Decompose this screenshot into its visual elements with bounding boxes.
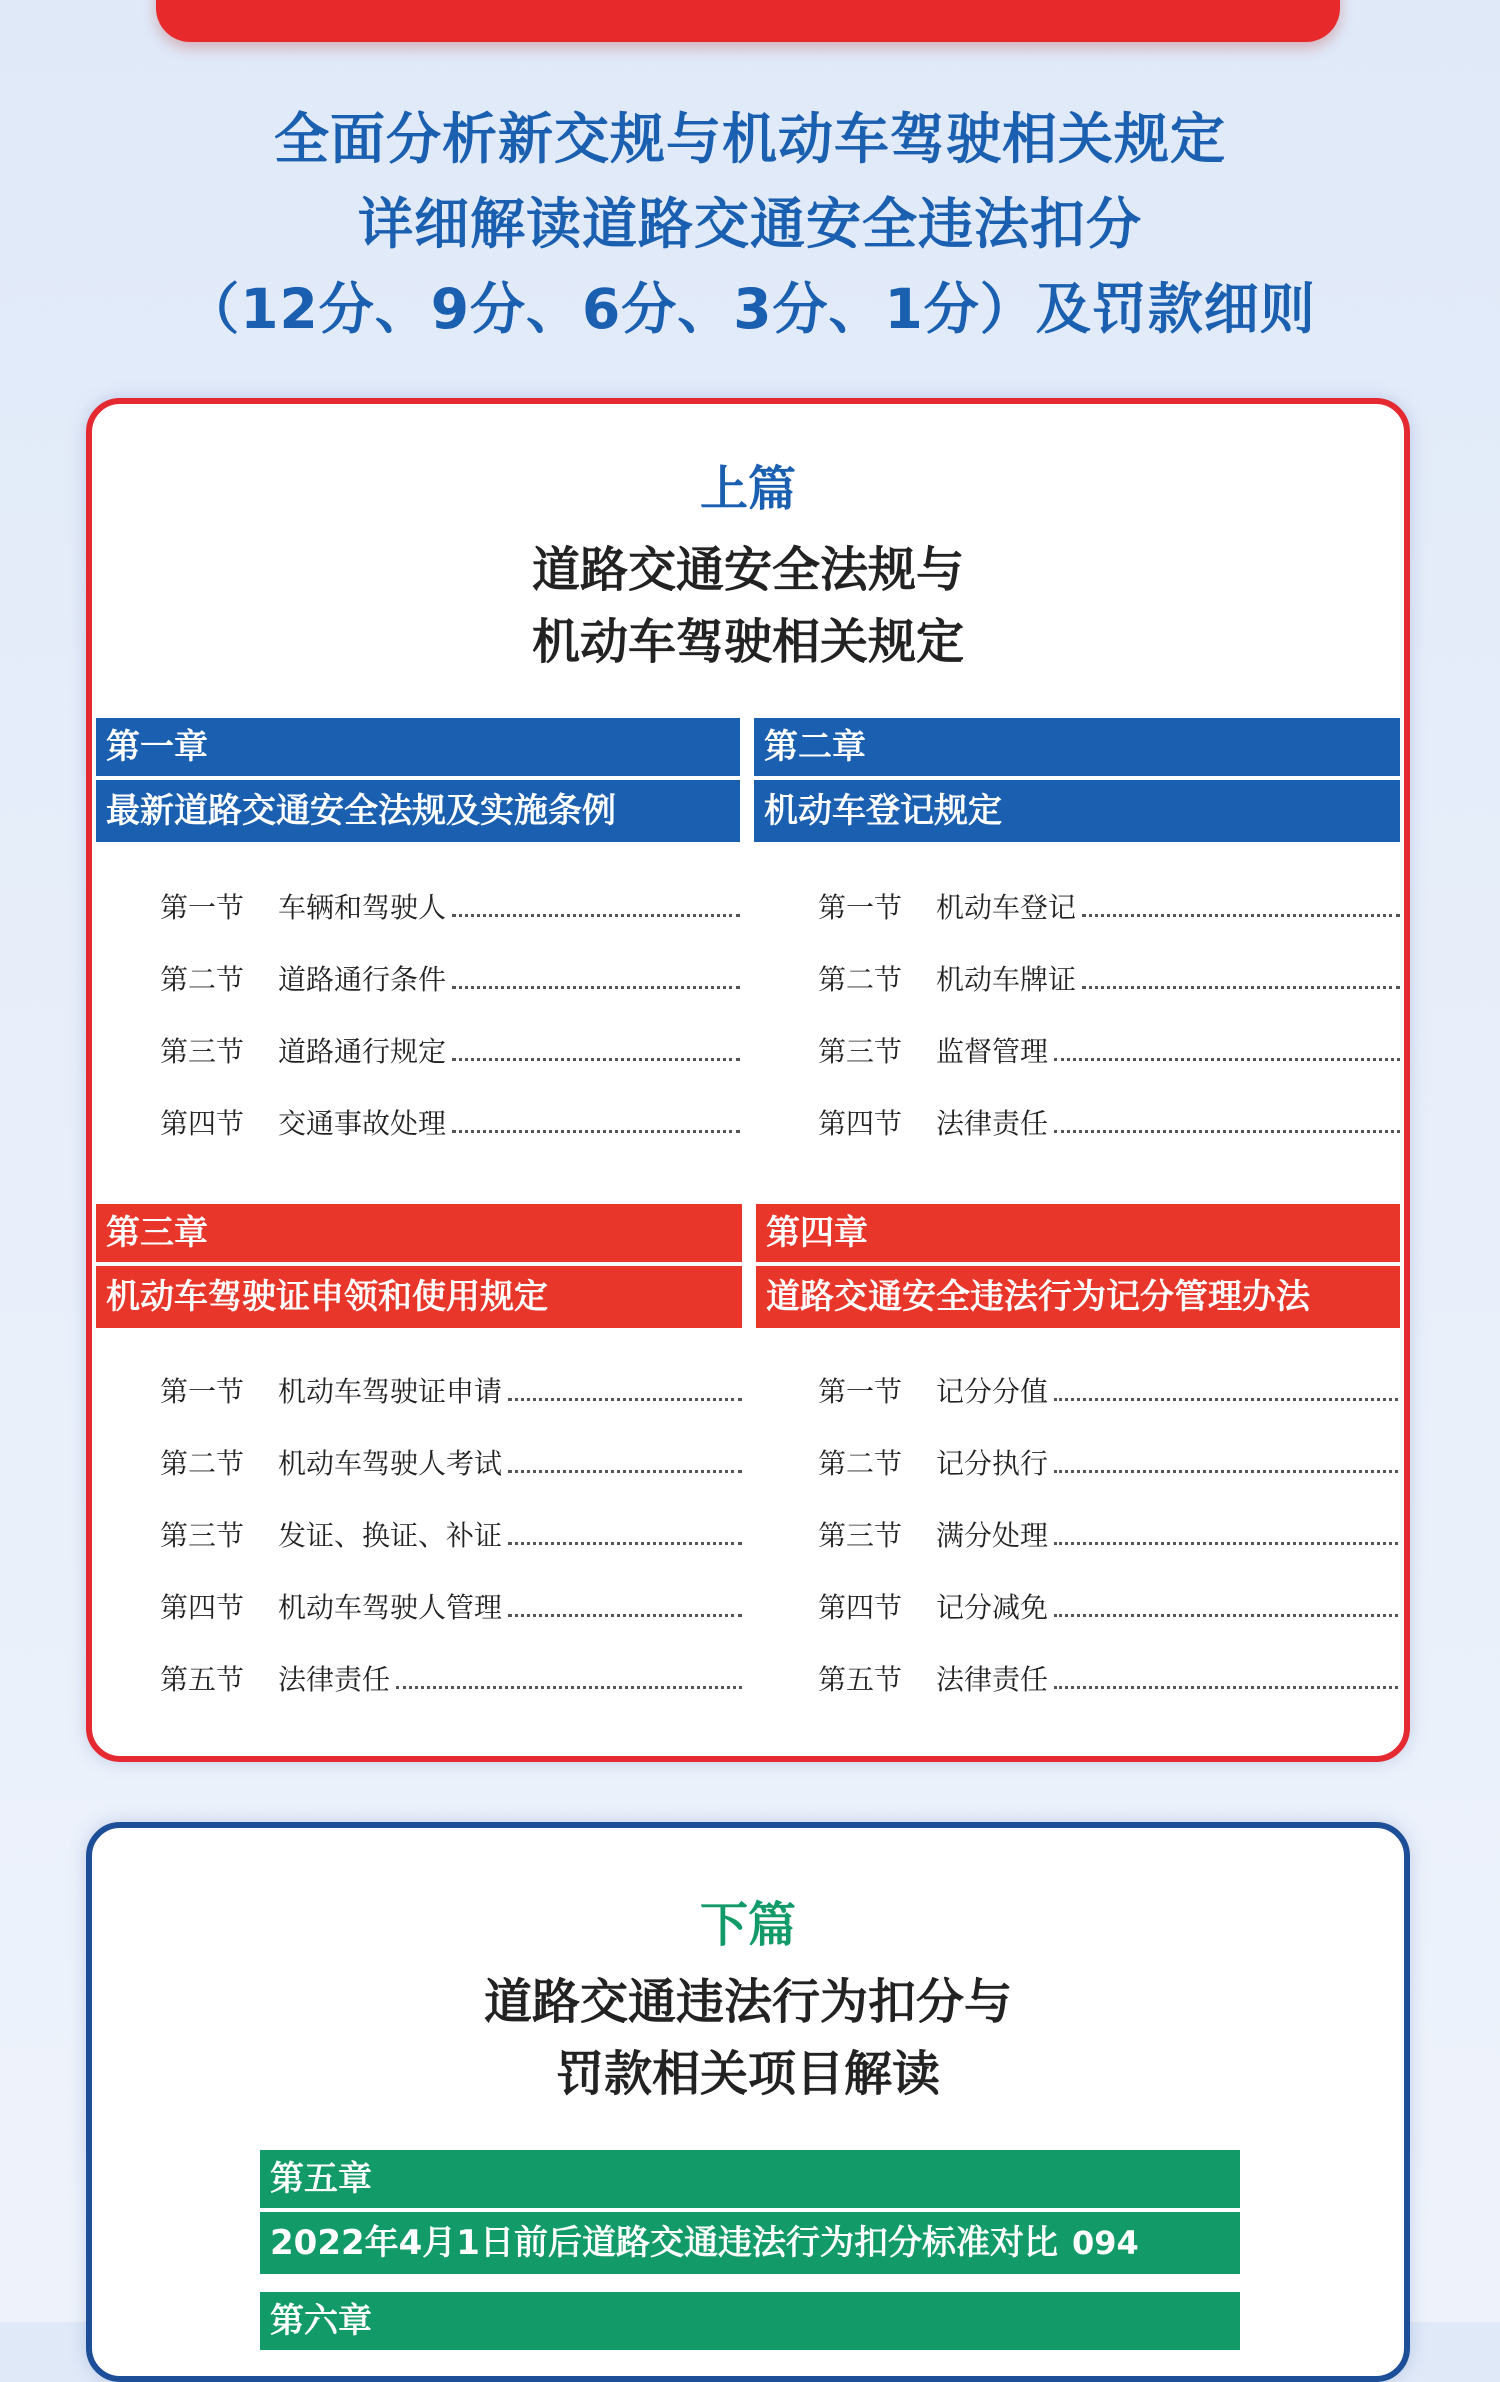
leader-dots [1054,1054,1400,1061]
section-title: 法律责任 [936,1107,1049,1140]
leader-dots [452,1126,740,1133]
toc-entry[interactable] [160,1514,742,1586]
section-number: 第三节 [818,1519,903,1552]
toc-entry[interactable] [160,958,740,1030]
section-number: 第三节 [818,1035,903,1068]
leader-dots [1082,982,1400,989]
leader-dots [1082,910,1400,917]
leader-dots [452,910,740,917]
chapter-1-name: 最新道路交通安全法规及实施条例 [96,780,740,842]
section-title: 机动车牌证 [936,963,1077,996]
section-number: 第一节 [818,1375,903,1408]
part-one-card [86,398,1410,1762]
section-title: 法律责任 [278,1663,391,1696]
chapter-1 [96,718,740,842]
section-title: 车辆和驾驶人 [278,891,447,924]
chapter-4 [756,1204,1400,1328]
section-title: 满分处理 [936,1519,1049,1552]
part-two-title-line-2: 罚款相关项目解读 [555,2046,940,2102]
intro-line-2: 详细解读道路交通安全违法扣分 [357,192,1142,256]
toc-entry[interactable] [160,1658,742,1730]
chapter-5 [260,2150,1240,2350]
section-number: 第二节 [818,963,903,996]
section-number: 第四节 [818,1591,903,1624]
chapter-5-page: 094 [1071,2224,1139,2262]
toc-entry[interactable] [818,1370,1398,1442]
part-two-title-line-1: 道路交通违法行为扣分与 [483,1974,1012,2030]
section-title: 发证、换证、补证 [278,1519,503,1552]
chapter-3-head: 第三章 [96,1204,742,1262]
chapter-4-name: 道路交通安全违法行为记分管理办法 [756,1266,1400,1328]
chapter-2-name: 机动车登记规定 [754,780,1400,842]
leader-dots [1054,1682,1398,1689]
section-title: 监督管理 [936,1035,1049,1068]
toc-entry[interactable] [818,886,1400,958]
chapter-5-head: 第五章 [260,2150,1240,2208]
section-number: 第五节 [160,1663,245,1696]
leader-dots [1054,1394,1398,1401]
chapter-2-sections [818,886,1400,1174]
toc-entry[interactable] [818,958,1400,1030]
chapter-5-name-row[interactable] [260,2212,1240,2274]
chapter-3 [96,1204,742,1328]
chapter-2 [754,718,1400,842]
toc-entry[interactable] [160,886,740,958]
section-number: 第三节 [160,1519,245,1552]
leader-dots [452,1054,740,1061]
leader-dots [508,1610,742,1617]
part-two-label: 下篇 [699,1897,796,1953]
leader-dots [508,1466,742,1473]
chapter-4-sections [818,1370,1398,1730]
chapter-1-head: 第一章 [96,718,740,776]
toc-entry[interactable] [818,1030,1400,1102]
leader-dots [1054,1126,1400,1133]
section-number: 第五节 [818,1663,903,1696]
section-number: 第四节 [818,1107,903,1140]
section-title: 道路通行规定 [278,1035,447,1068]
chapter-1-sections [160,886,740,1174]
leader-dots [396,1682,742,1689]
toc-entry[interactable] [160,1370,742,1442]
section-title: 交通事故处理 [278,1107,447,1140]
toc-entry[interactable] [818,1658,1398,1730]
section-title: 道路通行条件 [278,963,447,996]
chapter-2-head: 第二章 [754,718,1400,776]
chapter-3-name: 机动车驾驶证申领和使用规定 [96,1266,742,1328]
section-title: 机动车登记 [936,891,1077,924]
toc-entry[interactable] [818,1102,1400,1174]
toc-entry[interactable] [818,1442,1398,1514]
leader-dots [508,1538,742,1545]
chapter-3-sections [160,1370,742,1730]
section-title: 机动车驾驶人考试 [278,1447,503,1480]
toc-entry[interactable] [160,1442,742,1514]
leader-dots [452,982,740,989]
leader-dots [508,1394,742,1401]
section-number: 第一节 [160,1375,245,1408]
section-title: 法律责任 [936,1663,1049,1696]
section-title: 记分减免 [936,1591,1049,1624]
toc-entry[interactable] [160,1030,740,1102]
section-title: 记分执行 [936,1447,1049,1480]
part-one-title-line-2: 机动车驾驶相关规定 [531,614,964,670]
section-title: 机动车驾驶人管理 [278,1591,503,1624]
part-one-label: 上篇 [699,461,796,517]
section-number: 第二节 [818,1447,903,1480]
toc-entry[interactable] [160,1586,742,1658]
top-banner [156,0,1340,42]
chapter-6-head: 第六章 [260,2292,1240,2350]
part-two-card [86,1822,1410,2382]
leader-dots [1054,1466,1398,1473]
leader-dots [1054,1538,1398,1545]
section-number: 第三节 [160,1035,245,1068]
section-title: 机动车驾驶证申请 [278,1375,503,1408]
toc-entry[interactable] [160,1102,740,1174]
intro-line-1: 全面分析新交规与机动车驾驶相关规定 [273,107,1226,171]
intro-line-3: （12分、9分、6分、3分、1分）及罚款细则 [184,277,1316,341]
section-number: 第一节 [160,891,245,924]
part-one-title-line-1: 道路交通安全法规与 [531,542,964,598]
leader-dots [1054,1610,1398,1617]
toc-entry[interactable] [818,1514,1398,1586]
section-title: 记分分值 [936,1375,1049,1408]
toc-entry[interactable] [818,1586,1398,1658]
section-number: 第二节 [160,1447,245,1480]
section-number: 第四节 [160,1591,245,1624]
chapter-5-name: 2022年4月1日前后道路交通违法行为扣分标准对比 [270,2223,1058,2263]
chapter-4-head: 第四章 [756,1204,1400,1262]
section-number: 第二节 [160,963,245,996]
section-number: 第四节 [160,1107,245,1140]
section-number: 第一节 [818,891,903,924]
